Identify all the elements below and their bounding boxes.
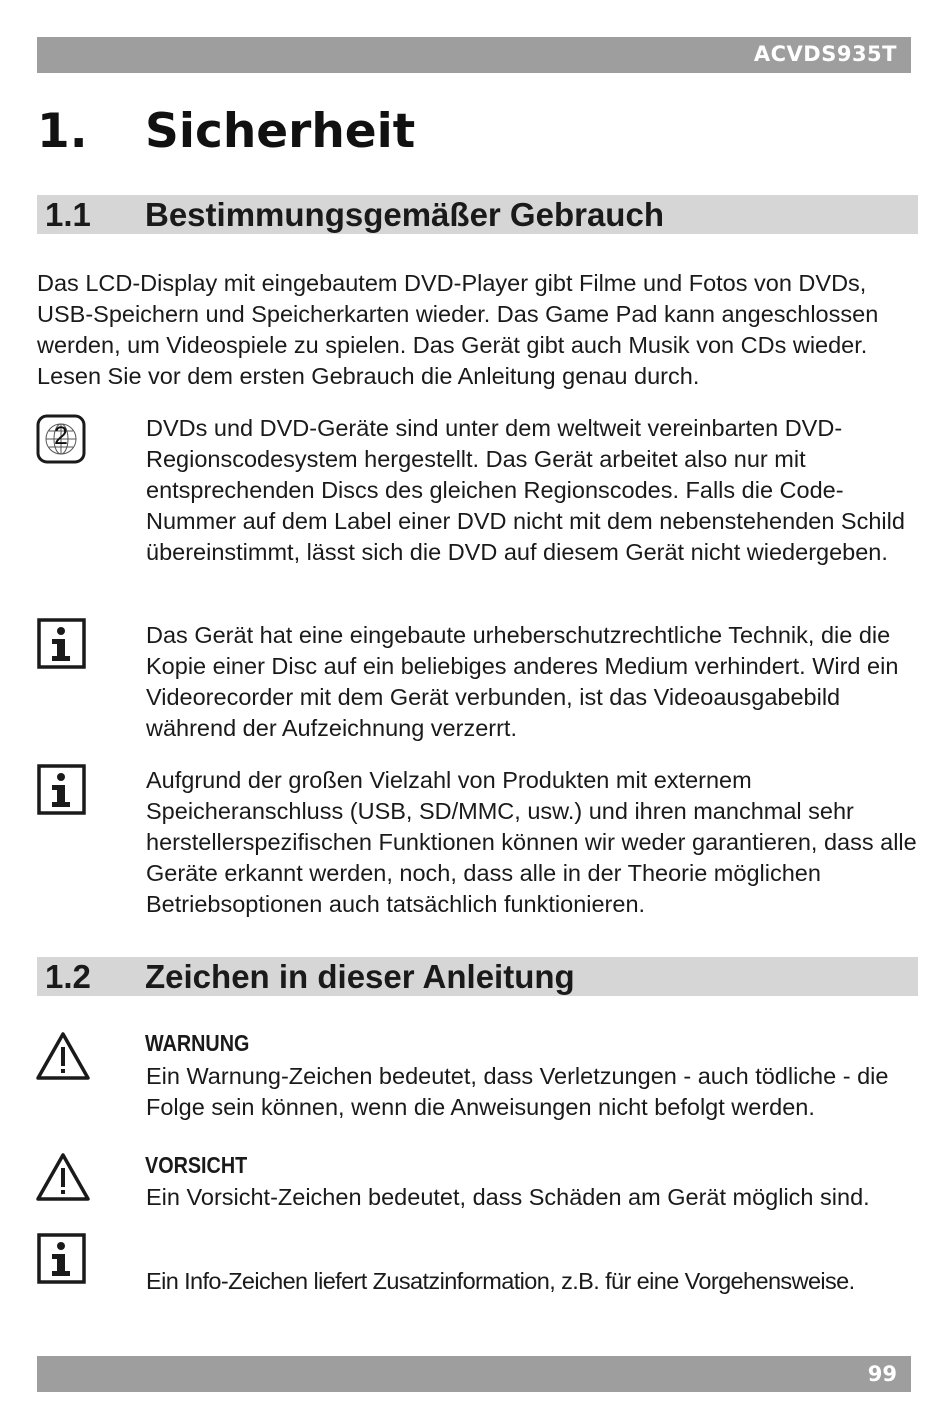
- info-icon: [37, 618, 87, 675]
- warning-paragraph: Ein Warnung-Zeichen bedeutet, dass Verletzungen - auch tödliche - die Folge sein können, wenn die Anweisungen nicht befolgt werden.: [146, 1063, 889, 1120]
- chapter-number: 1.: [37, 104, 88, 159]
- copy-protection-paragraph: Das Gerät hat eine eingebaute urheberschutzrechtliche Technik, die die Kopie einer Disc auf ein beliebiges anderes Medium verhindert. Wird ein Videorecorder mit dem Gerät verbunden, ist das Videoausgabebild während der Aufzeichnung verzerrt.: [146, 622, 899, 741]
- model-code: ACVDS935T: [753, 42, 897, 66]
- section-title: Bestimmungsgemäßer Gebrauch: [145, 196, 664, 233]
- warning-triangle-icon: [35, 1030, 91, 1087]
- caution-paragraph: Ein Vorsicht-Zeichen bedeutet, dass Schäden am Gerät möglich sind.: [146, 1184, 870, 1210]
- intro-paragraph: Das LCD-Display mit eingebautem DVD-Player gibt Filme und Fotos von DVDs, USB-Speichern und Speicherkarten wieder. Das Game Pad kann angeschlossen werden, um Videospiele zu spielen. Das Gerät gibt auch Musik von CDs wieder. Lesen Sie vor dem ersten Gebrauch die Anleitung genau durch.: [37, 270, 879, 389]
- header-bar: [37, 37, 911, 73]
- caution-triangle-icon: [35, 1151, 91, 1208]
- region-code-paragraph: DVDs und DVD-Geräte sind unter dem weltweit vereinbarten DVD-Regionscodesystem hergestellt. Das Gerät arbeitet also nur mit entsprechenden Discs des gleichen Regionscodes. Falls die Code-Nummer auf dem Label einer DVD nicht mit dem nebenstehenden Schild übereinstimmt, lässt sich die DVD auf diesem Gerät nicht wiedergeben.: [146, 415, 905, 565]
- footer-bar: [37, 1356, 911, 1392]
- region-code-globe-icon: [36, 414, 86, 469]
- info-paragraph: Ein Info-Zeichen liefert Zusatzinformation, z.B. für eine Vorgehensweise.: [146, 1268, 855, 1294]
- warning-label: WARNUNG: [145, 1030, 250, 1056]
- storage-paragraph: Aufgrund der großen Vielzahl von Produkten mit externem Speicheranschluss (USB, SD/MMC, usw.) und ihren manchmal sehr herstellerspezifischen Funktionen können wir weder garantieren, dass alle Geräte erkannt werden, noch, dass alle in der Theorie möglichen Betriebsoptionen auch tatsächlich funktionieren.: [146, 767, 917, 917]
- section-heading-1-2: [37, 957, 918, 996]
- caution-label: VORSICHT: [145, 1152, 248, 1178]
- page-number: 99: [867, 1362, 897, 1386]
- section-title: Zeichen in dieser Anleitung: [145, 958, 575, 995]
- section-number: 1.2: [45, 958, 91, 995]
- section-number: 1.1: [45, 196, 91, 233]
- info-icon: [37, 764, 87, 821]
- section-heading-1-1: [37, 195, 918, 234]
- info-icon: [37, 1233, 87, 1290]
- chapter-title: Sicherheit: [145, 104, 416, 159]
- region-digit: 2: [54, 422, 68, 450]
